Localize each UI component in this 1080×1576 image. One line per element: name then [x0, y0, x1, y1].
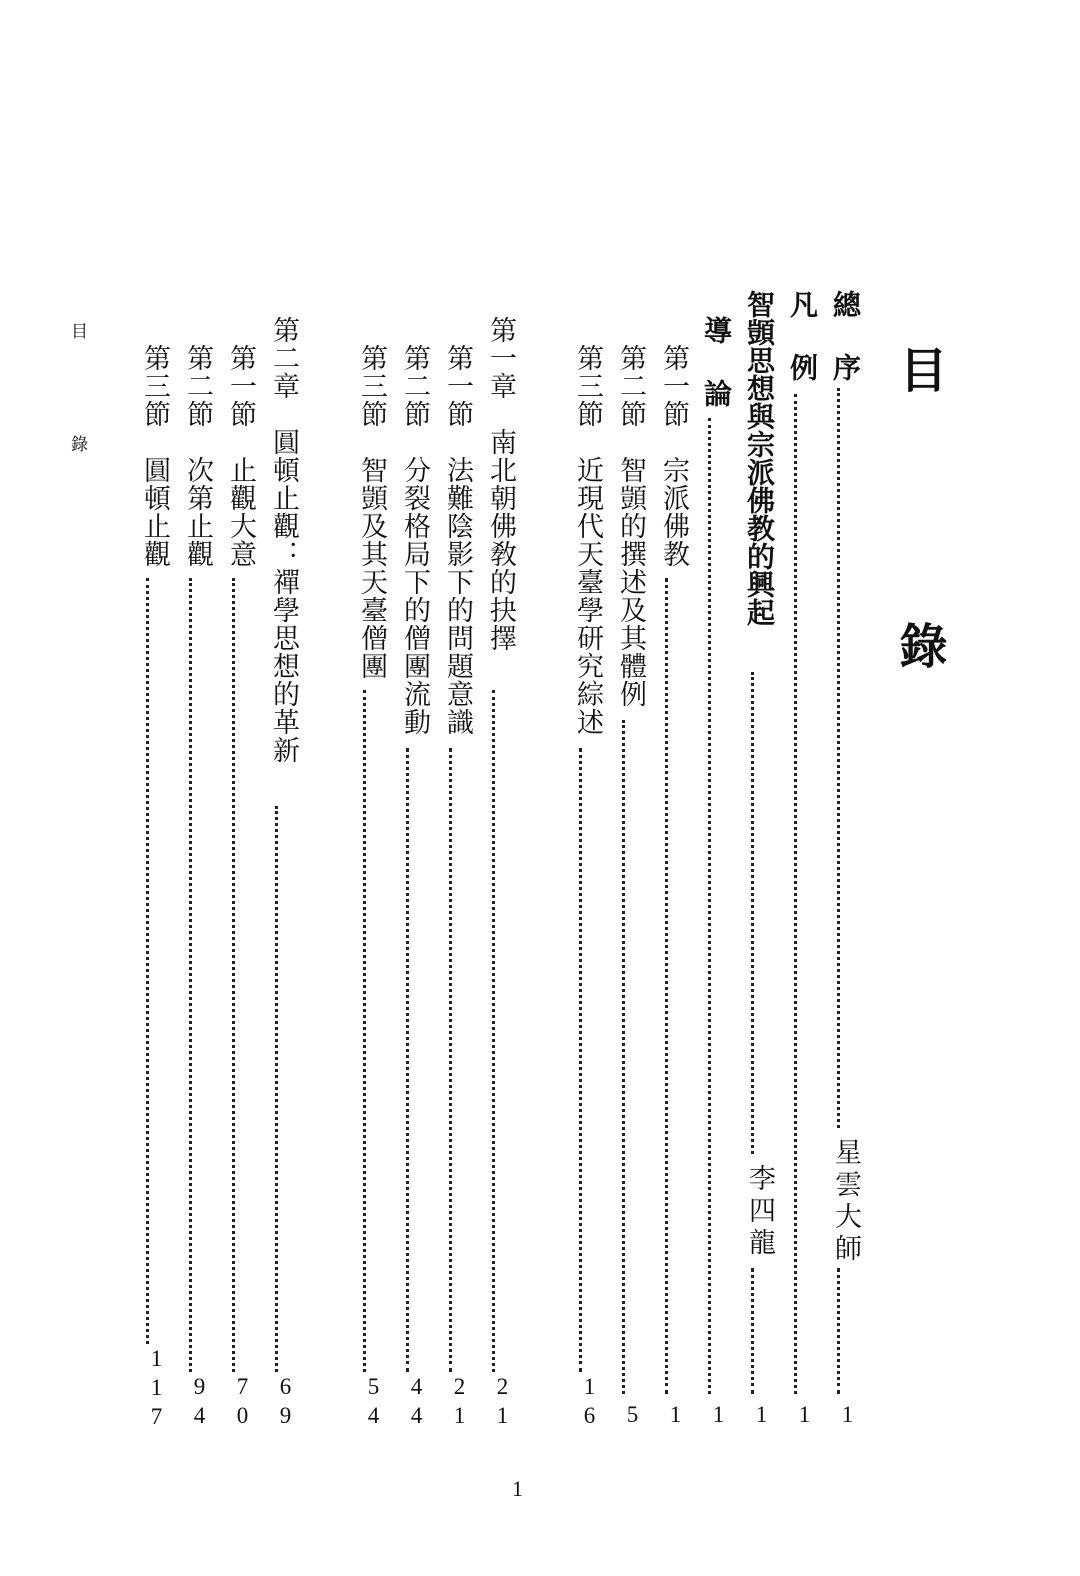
toc-entry-page: 21	[490, 1374, 515, 1432]
dot-leader	[665, 578, 668, 1394]
toc-entry-ch1-sec-1[interactable]	[431, 0, 471, 1576]
toc-entry-page: 1	[706, 1402, 731, 1431]
toc-entry-page: 44	[404, 1374, 429, 1432]
toc-entry-page: 69	[273, 1374, 298, 1432]
toc-entry-ch1-sec-3[interactable]	[345, 0, 385, 1576]
toc-entry-label: 第二節 次第止觀	[182, 344, 213, 568]
toc-entry-intro-sec-3[interactable]	[561, 0, 601, 1576]
running-head: 目 錄	[67, 322, 87, 490]
dot-leader	[622, 720, 625, 1394]
dot-leader	[146, 578, 149, 1344]
toc-entry-page: 1	[749, 1402, 774, 1431]
toc-entry-label: 第二節 智顗的撰述及其體例	[615, 344, 646, 708]
dot-leader	[708, 418, 711, 1394]
toc-entry-author: 李四龍	[744, 1164, 775, 1260]
toc-entry-label: 導 論	[700, 316, 733, 408]
toc-entry-ch2-sec-2[interactable]	[171, 0, 211, 1576]
dot-leader	[579, 748, 582, 1372]
toc-entry-label: 第一節 宗派佛教	[658, 344, 689, 568]
dot-leader	[189, 578, 192, 1372]
page-title: 目 錄	[891, 345, 947, 755]
dot-leader	[751, 1268, 754, 1394]
dot-leader	[406, 748, 409, 1372]
toc-entry-page: 16	[577, 1374, 602, 1432]
toc-entry-page: 21	[447, 1374, 472, 1432]
toc-entry-page: 1	[835, 1402, 860, 1431]
toc-entry-page: 94	[187, 1374, 212, 1432]
dot-leader	[837, 1268, 840, 1394]
dot-leader	[492, 690, 495, 1372]
dot-leader	[232, 578, 235, 1372]
toc-entry-introduction[interactable]	[690, 0, 733, 1576]
toc-entry-chapter-1[interactable]	[474, 0, 514, 1576]
toc-entry-intro-sec-2[interactable]	[604, 0, 644, 1576]
toc-entry-chapter-2[interactable]	[257, 0, 297, 1576]
toc-entry-ch2-sec-3[interactable]	[128, 0, 168, 1576]
toc-entry-label: 第三節 智顗及其天臺僧團	[356, 344, 387, 680]
toc-entry-label: 第三節 近現代天臺學研究綜述	[572, 344, 603, 736]
toc-entry-label: 第一章 南北朝佛敎的抉擇	[485, 316, 516, 652]
toc-entry-label: 第二章 圓頓止觀：禪學思想的革新	[268, 316, 299, 764]
toc-entry-label: 第二節 分裂格局下的僧團流動	[399, 344, 430, 736]
toc-entry-page: 5	[620, 1402, 645, 1431]
dot-leader	[751, 672, 754, 1154]
toc-entry-page: 1	[663, 1402, 688, 1431]
toc-entry-page: 70	[230, 1374, 255, 1432]
toc-entry-label: 第一節 法難陰影下的問題意識	[442, 344, 473, 736]
dot-leader	[275, 806, 278, 1372]
toc-entry-label: 第一節 止觀大意	[225, 344, 256, 568]
toc-entry-label: 凡 例	[786, 290, 819, 382]
toc-entry-ch2-sec-1[interactable]	[214, 0, 254, 1576]
toc-entry-page: 54	[361, 1374, 386, 1432]
toc-entry-main-title[interactable]	[733, 0, 776, 1576]
toc-entry-page: 1	[792, 1402, 817, 1431]
toc-entry-general-preface[interactable]	[819, 0, 862, 1576]
dot-leader	[794, 394, 797, 1394]
toc-entry-ch1-sec-2[interactable]	[388, 0, 428, 1576]
toc-entry-intro-sec-1[interactable]	[647, 0, 687, 1576]
dot-leader	[363, 690, 366, 1372]
toc-entry-label: 總 序	[829, 290, 862, 382]
dot-leader	[449, 748, 452, 1372]
page-number: 1	[512, 1476, 523, 1501]
toc-entry-label: 第三節 圓頓止觀	[139, 344, 170, 568]
toc-entry-label: 智顗思想與宗派佛教的興起	[743, 290, 776, 626]
toc-entry-page: 117	[144, 1346, 169, 1433]
toc-entry-author: 星雲大師	[830, 1138, 861, 1266]
dot-leader	[837, 388, 840, 1128]
toc-entry-conventions[interactable]	[776, 0, 819, 1576]
